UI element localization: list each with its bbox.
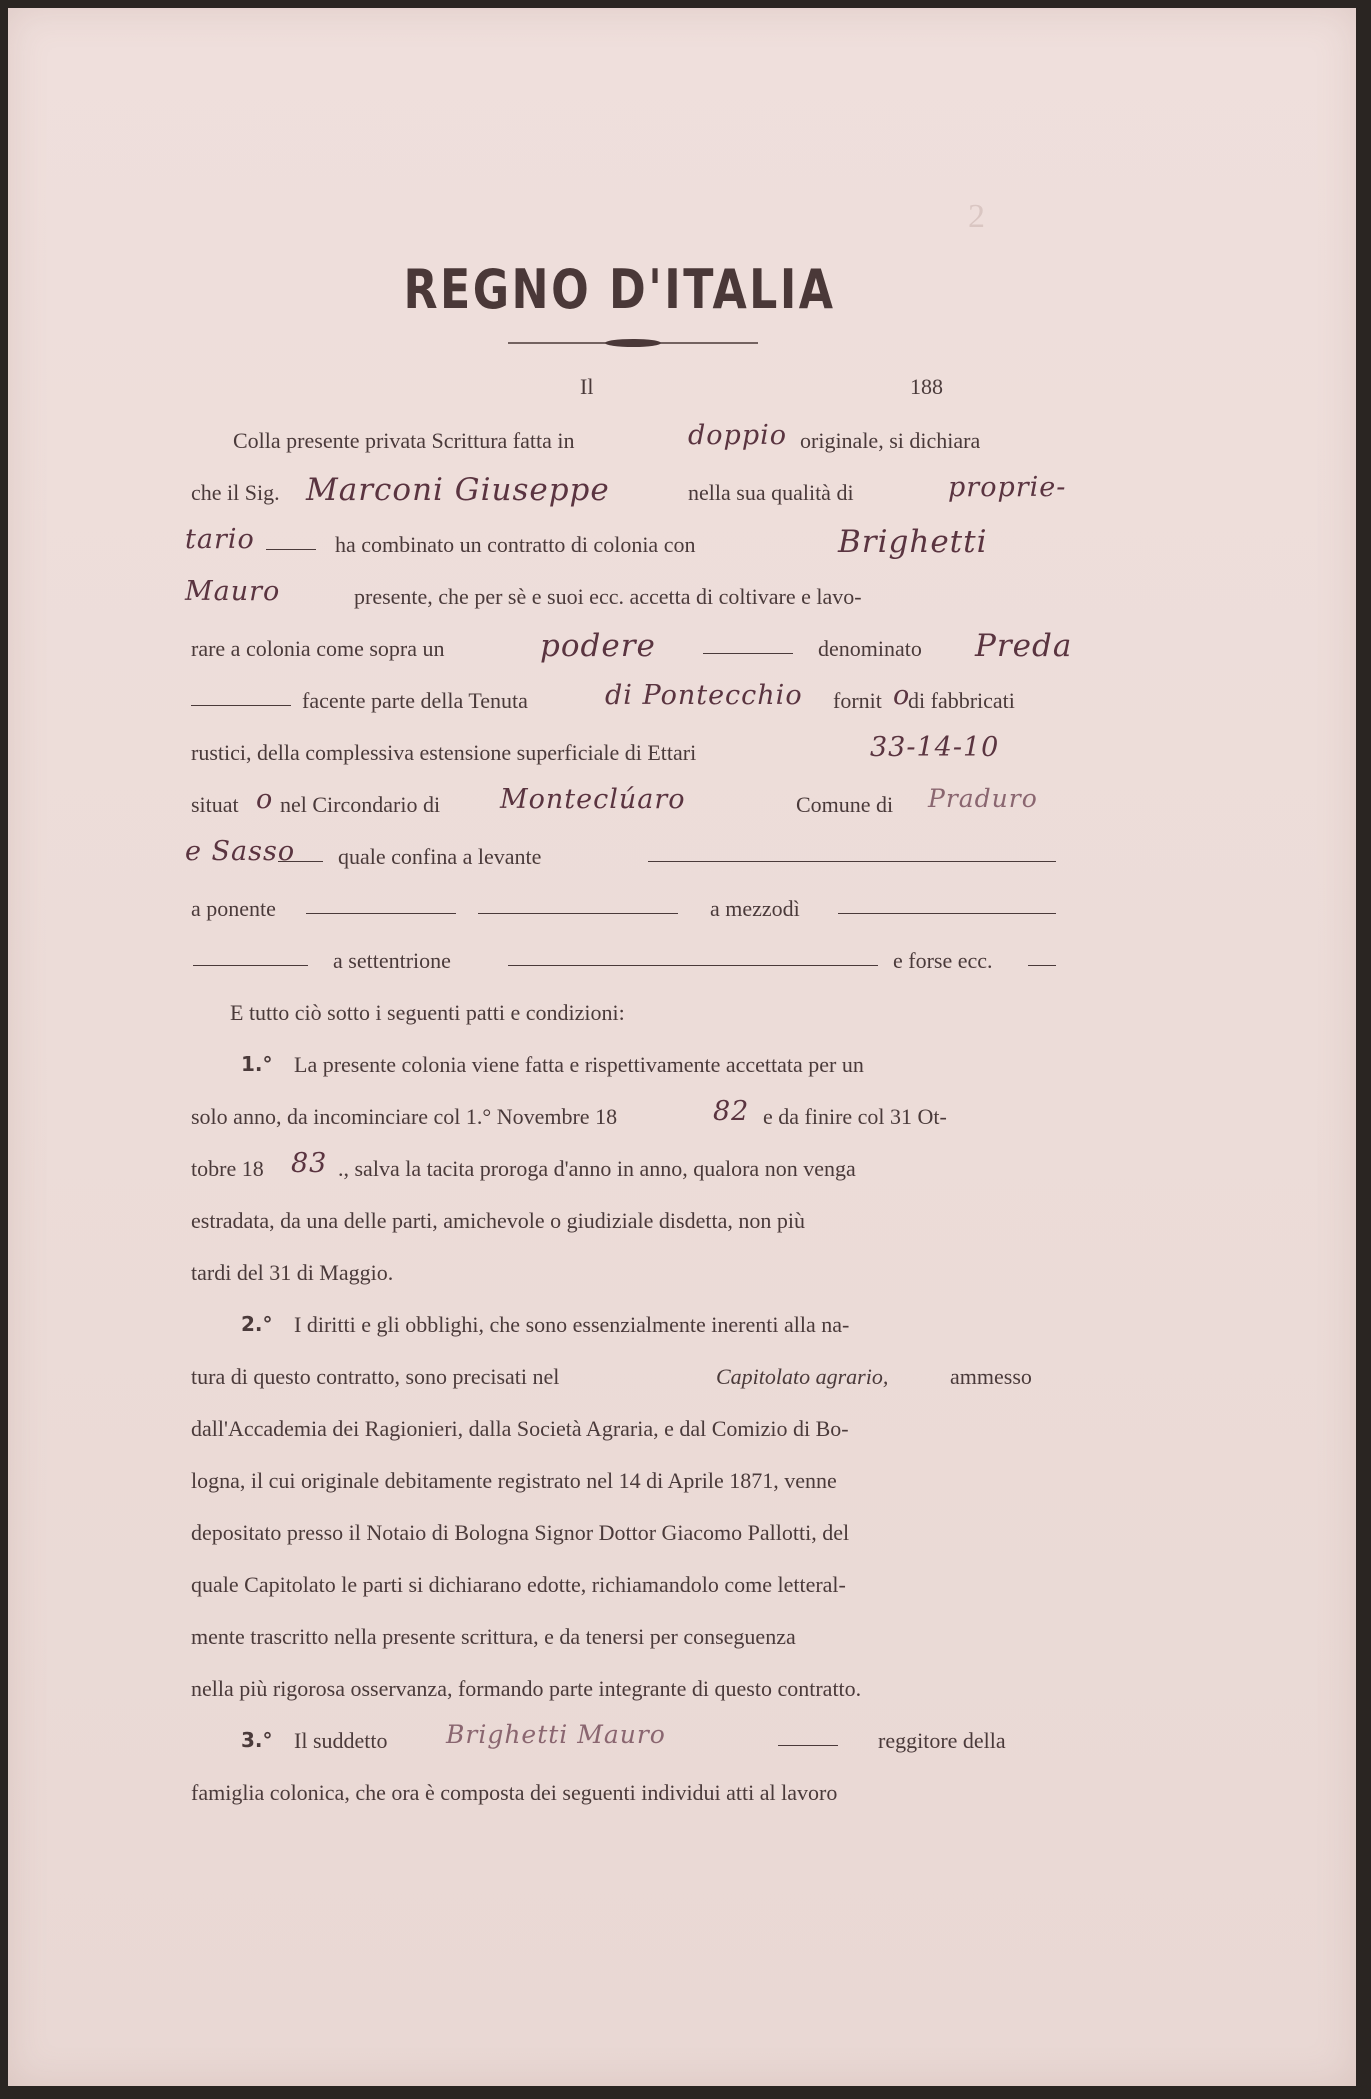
text-segment: Capitolato agrario,: [716, 1364, 889, 1389]
article-line: [188, 1720, 1058, 1772]
handwritten-field: 33-14-10: [870, 732, 1000, 763]
handwritten-field: Brighetti: [838, 524, 988, 560]
handwritten-field: proprie-: [948, 472, 1067, 503]
article-line: [188, 1200, 1058, 1252]
text-segment: nel Circondario di: [280, 792, 441, 817]
para1-line: [188, 940, 1058, 992]
para1-line: [188, 628, 1073, 680]
para1-line: [188, 420, 1058, 472]
text-segment: e forse ecc.: [893, 948, 993, 973]
document-page: [8, 8, 1356, 2086]
para1-line: [188, 888, 1058, 940]
handwritten-field: di Pontecchio: [605, 680, 803, 711]
text-segment: quale confina a levante: [338, 844, 542, 869]
handwritten-field: Praduro: [928, 784, 1038, 813]
para1-line: [188, 472, 1067, 524]
text-segment: nella sua qualità di: [688, 480, 854, 505]
text-segment: situat: [191, 792, 239, 817]
text-segment: nella più rigorosa osservanza, formando parte integrante di questo contratto.: [191, 1676, 862, 1701]
text-segment: reggitore della: [878, 1728, 1006, 1753]
article-line: [188, 1772, 1058, 1824]
article-line: [188, 1460, 1058, 1512]
article-line: [188, 1304, 1058, 1356]
date-prefix: Il: [580, 374, 594, 399]
page-number: 2: [968, 198, 985, 235]
article-number: 2.°: [241, 1312, 273, 1336]
text-segment: facente parte della Tenuta: [302, 688, 528, 713]
text-segment: denominato: [818, 636, 922, 661]
para1-line: [188, 680, 1058, 732]
handwritten-field: Marconi Giuseppe: [306, 472, 610, 508]
article-number: 1.°: [241, 1052, 273, 1076]
text-segment: rare a colonia come sopra un: [191, 636, 445, 661]
text-segment: solo anno, da incominciare col 1.° Novembre 18: [191, 1104, 618, 1129]
article-line: [188, 1668, 1058, 1720]
article-line: [188, 1512, 1058, 1564]
text-segment: tura di questo contratto, sono precisati nel: [191, 1364, 560, 1389]
document-title: REGNO D'ITALIA: [403, 258, 836, 321]
text-segment: ammesso: [950, 1364, 1032, 1389]
text-segment: tardi del 31 di Maggio.: [191, 1260, 394, 1285]
text-segment: Colla presente privata Scrittura fatta in: [233, 428, 575, 453]
text-segment: estradata, da una delle parti, amichevole o giudiziale disdetta, non più: [191, 1208, 805, 1233]
handwritten-field: o: [893, 680, 911, 711]
text-segment: depositato presso il Notaio di Bologna Signor Dottor Giacomo Pallotti, del: [191, 1520, 850, 1545]
text-segment: dall'Accademia dei Ragionieri, dalla Società Agraria, e dal Comizio di Bo-: [191, 1416, 849, 1441]
text-segment: ., salva la tacita proroga d'anno in anno, qualora non venga: [338, 1156, 856, 1181]
text-segment: logna, il cui originale debitamente registrato nel 14 di Aprile 1871, venne: [191, 1468, 837, 1493]
text-segment: presente, che per sè e suoi ecc. accetta di coltivare e lavo-: [354, 584, 862, 609]
handwritten-field: doppio: [688, 420, 787, 451]
handwritten-field: Preda: [975, 628, 1073, 664]
para1-line: [188, 732, 1058, 784]
article-line: [188, 1564, 1058, 1616]
handwritten-field: e Sasso: [185, 836, 296, 867]
text-segment: e da finire col 31 Ot-: [763, 1104, 947, 1129]
handwritten-field: 82: [713, 1096, 750, 1127]
handwritten-field: podere: [540, 628, 656, 664]
article-line: [188, 1616, 1058, 1668]
text-segment: di fabbricati: [908, 688, 1015, 713]
text-segment: mente trascritto nella presente scrittura, e da tenersi per conseguenza: [191, 1624, 796, 1649]
handwritten-field: o: [256, 784, 274, 815]
text-segment: E tutto ciò sotto i seguenti patti e condizioni:: [230, 1000, 625, 1025]
para1-line: [188, 992, 1058, 1044]
para1-line: [188, 784, 1058, 836]
text-segment: Il suddetto: [294, 1728, 388, 1753]
handwritten-field: Brighetti Mauro: [446, 1720, 666, 1749]
para1-line: [185, 836, 1058, 888]
date-year-prefix: 188: [910, 374, 943, 399]
text-segment: fornit: [833, 688, 882, 713]
text-segment: Comune di: [796, 792, 894, 817]
article-line: [188, 1252, 1058, 1304]
text-segment: La presente colonia viene fatta e rispettivamente accettata per un: [294, 1052, 864, 1077]
handwritten-field: Mauro: [185, 576, 281, 607]
text-segment: famiglia colonica, che ora è composta dei seguenti individui atti al lavoro: [191, 1780, 838, 1805]
text-segment: a mezzodì: [710, 896, 800, 921]
text-segment: a ponente: [191, 896, 276, 921]
article-line: [188, 1356, 1058, 1408]
text-segment: a settentrione: [333, 948, 451, 973]
date-line: [188, 366, 1058, 418]
article-line: [188, 1044, 1058, 1096]
text-segment: ha combinato un contratto di colonia con: [335, 532, 696, 557]
text-segment: tobre 18: [191, 1156, 264, 1181]
article-line: [188, 1148, 1058, 1200]
handwritten-field: Monteclúaro: [500, 784, 686, 815]
text-segment: rustici, della complessiva estensione superficiale di Ettari: [191, 740, 697, 765]
article-line: [188, 1096, 1058, 1148]
text-segment: che il Sig.: [191, 480, 280, 505]
text-segment: quale Capitolato le parti si dichiarano edotte, richiamandolo come letteral-: [191, 1572, 846, 1597]
article-number: 3.°: [241, 1728, 273, 1752]
title-ornament: [508, 336, 758, 350]
text-segment: originale, si dichiara: [800, 428, 981, 453]
para1-line: [185, 524, 1058, 576]
handwritten-field: tario: [185, 524, 255, 555]
handwritten-field: 83: [291, 1148, 328, 1179]
text-segment: I diritti e gli obblighi, che sono essenzialmente inerenti alla na-: [294, 1312, 850, 1337]
article-line: [188, 1408, 1058, 1460]
para1-line: [185, 576, 1058, 628]
